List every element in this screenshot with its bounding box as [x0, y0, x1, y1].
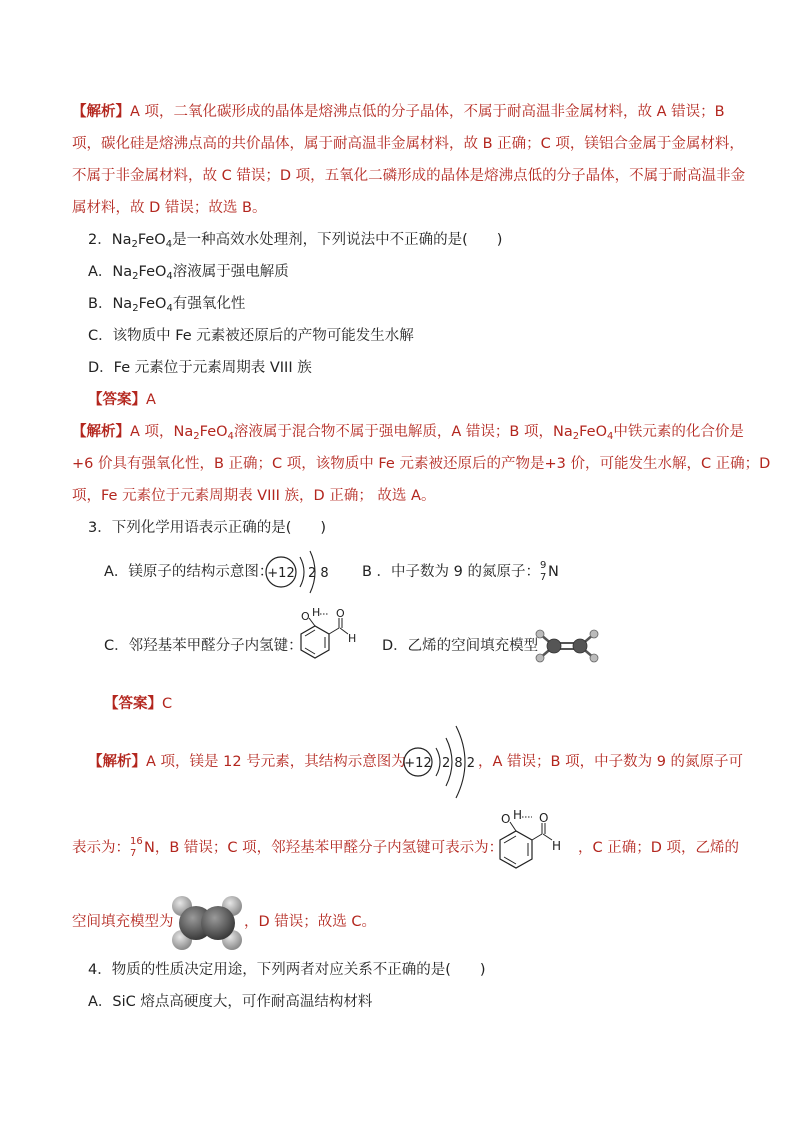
- explanation-tag: 【解析】: [72, 104, 130, 120]
- question-2-stem: 2．$Na_2FeO_4$是一种高效水处理剂，下列说法中不正确的是( ): [88, 232, 503, 250]
- hydroxyl-hydrogen: H: [312, 608, 321, 619]
- salicylaldehyde-structure-option-c: [285, 608, 365, 670]
- svg-text:O: O: [539, 811, 549, 825]
- explanation-1-line-2: 项，碳化硅是熔沸点高的共价晶体，属于耐高温非金属材料，故 B 正确；C 项，镁铝合金属于金属材料，: [72, 136, 744, 152]
- question-3-explanation-line-2: 表示为： 16 7 N，B 错误；C 项，邻羟基苯甲醛分子内氢键可表示为：: [72, 836, 504, 859]
- explanation-text: A 项，二氧化碳形成的晶体是熔沸点低的分子晶体，不属于耐高温非金属材料，故 A 错误；B: [130, 104, 725, 120]
- question-3-explanation-line-2c: ，C 正确；D 项，乙烯的: [578, 840, 740, 856]
- question-3-option-d: D．乙烯的空间填充模型: [382, 638, 539, 654]
- explanation-1-line-1: [72, 96, 725, 128]
- question-3-explanation-line-1a: 【解析】A 项，镁是 12 号元素，其结构示意图为: [88, 754, 406, 770]
- hydroxyl-oxygen: O: [301, 610, 310, 623]
- ethylene-space-filling-model: [170, 892, 244, 954]
- question-3-explanation-line-1b: ，A 错误；B 项，中子数为 9 的氮原子可: [478, 754, 744, 770]
- aldehyde-hydrogen: H: [348, 632, 357, 645]
- svg-text:H: H: [513, 810, 523, 822]
- svg-text:+12: +12: [404, 756, 432, 771]
- svg-text:H: H: [552, 839, 562, 853]
- question-3-option-c: C．邻羟基苯甲醛分子内氢键：: [104, 638, 303, 654]
- svg-text:2 8 2: 2 8 2: [442, 756, 476, 771]
- question-2-option-b: B．$Na_2FeO_4$有强氧化性: [88, 296, 246, 314]
- question-3-explanation-line-3a: 空间填充模型为: [72, 914, 174, 930]
- question-2-option-a: A．$Na_2FeO_4$溶液属于强电解质: [88, 264, 289, 282]
- question-2-option-c: C．该物质中 Fe 元素被还原后的产物可能发生水解: [88, 328, 414, 344]
- question-4-option-a: A．SiC 熔点高硬度大，可作耐高温结构材料: [88, 994, 373, 1010]
- question-3-stem: 3．下列化学用语表示正确的是( ): [88, 520, 327, 536]
- svg-text:O: O: [501, 812, 511, 826]
- question-4-stem: 4．物质的性质决定用途，下列两者对应关系不正确的是( ): [88, 962, 486, 978]
- question-2-explanation-line-3: 项，Fe 元素位于元素周期表 VIII 族，D 正确； 故选 A。: [72, 488, 436, 504]
- question-3-answer: 【答案】C: [104, 696, 173, 712]
- explanation-1-line-4: 属材料，故 D 错误；故选 B。: [72, 200, 267, 216]
- question-2-answer: 【答案】A: [88, 392, 156, 408]
- question-3-option-b: B ．中子数为 9 的氮原子： 9 7 N: [362, 560, 559, 583]
- mg-nucleus-charge: +12: [267, 566, 295, 581]
- question-2-explanation-line-1: 【解析】A 项，$Na_2FeO_4$溶液属于混合物不属于强电解质，A 错误；B 项，$Na_2FeO_4$中铁元素的化合价是: [72, 424, 744, 442]
- question-2-explanation-line-2: +6 价具有强氧化性，B 正确；C 项，该物质中 Fe 元素被还原后的产物是+3 价，可能发生水解，C 正确；D: [72, 456, 771, 472]
- salicylaldehyde-structure-explanation: [484, 810, 570, 886]
- carbonyl-oxygen: O: [336, 608, 345, 620]
- mg-shell-electrons: 2 8: [308, 566, 329, 581]
- question-2-option-d: D．Fe 元素位于元素周期表 VIII 族: [88, 360, 312, 376]
- ethylene-ball-stick-model: [532, 628, 602, 664]
- question-3-option-a: A．镁原子的结构示意图：: [104, 564, 274, 580]
- question-3-explanation-line-3b: ，D 错误；故选 C。: [244, 914, 377, 930]
- mg-structure-diagram: [264, 547, 334, 597]
- explanation-1-line-3: 不属于非金属材料，故 C 错误；D 项，五氧化二磷形成的晶体是熔沸点低的分子晶体，不属于耐高温非金: [72, 168, 746, 184]
